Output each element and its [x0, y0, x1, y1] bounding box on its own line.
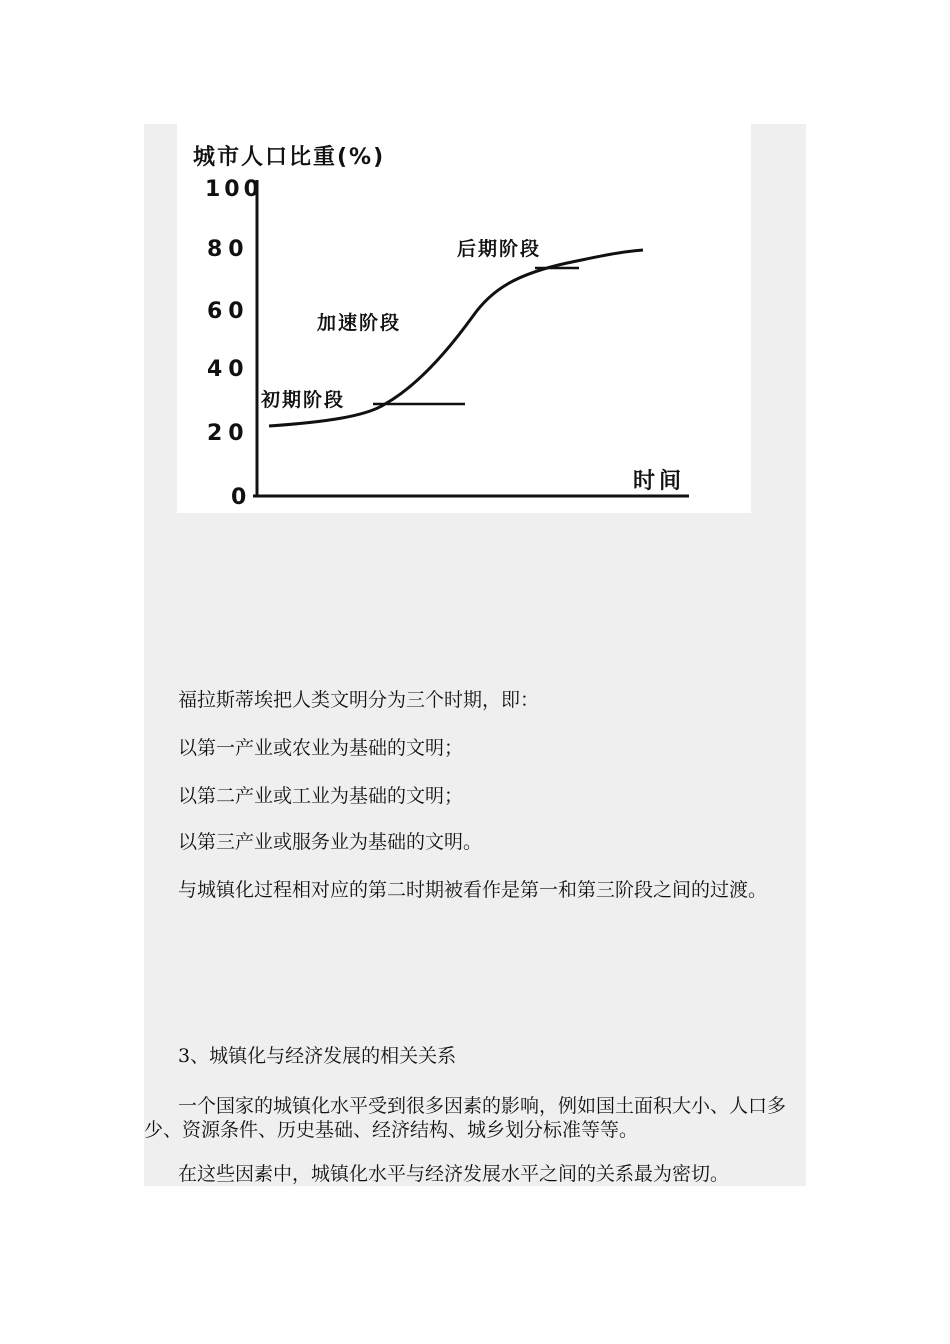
- stage-label-accelerating: 加速阶段: [317, 312, 402, 334]
- y-tick-80: 80: [207, 237, 250, 262]
- paragraph-closest-relation: 在这些因素中，城镇化水平与经济发展水平之间的关系最为密切。: [178, 1163, 730, 1185]
- y-tick-0: 0: [231, 485, 247, 510]
- y-tick-100: 100: [205, 177, 263, 202]
- paragraph-factors: 一个国家的城镇化水平受到很多因素的影响，例如国土面积大小、人口多少、资源条件、历史基础、经济结构、城乡划分标准等等。: [144, 1095, 787, 1141]
- paragraph-first-civilization: 以第一产业或农业为基础的文明；: [178, 737, 464, 759]
- stage-label-initial: 初期阶段: [261, 389, 346, 411]
- y-tick-60: 60: [207, 299, 250, 324]
- paragraph-second-civilization: 以第二产业或工业为基础的文明；: [178, 785, 464, 807]
- urbanization-curve-figure: [177, 124, 751, 513]
- stage-label-late: 后期阶段: [457, 238, 542, 260]
- y-tick-40: 40: [207, 357, 250, 382]
- section-heading: 3、城镇化与经济发展的相关关系: [178, 1045, 457, 1067]
- x-axis-label: 时间: [633, 469, 686, 494]
- paragraph-transition: 与城镇化过程相对应的第二时期被看作是第一和第三阶段之间的过渡。: [178, 879, 768, 901]
- paragraph-intro: 福拉斯蒂埃把人类文明分为三个时期，即：: [178, 689, 540, 711]
- y-tick-20: 20: [207, 421, 250, 446]
- urbanization-curve-svg: [177, 124, 751, 513]
- paragraph-third-civilization: 以第三产业或服务业为基础的文明。: [178, 831, 483, 853]
- y-axis-label: 城市人口比重(%): [193, 145, 386, 170]
